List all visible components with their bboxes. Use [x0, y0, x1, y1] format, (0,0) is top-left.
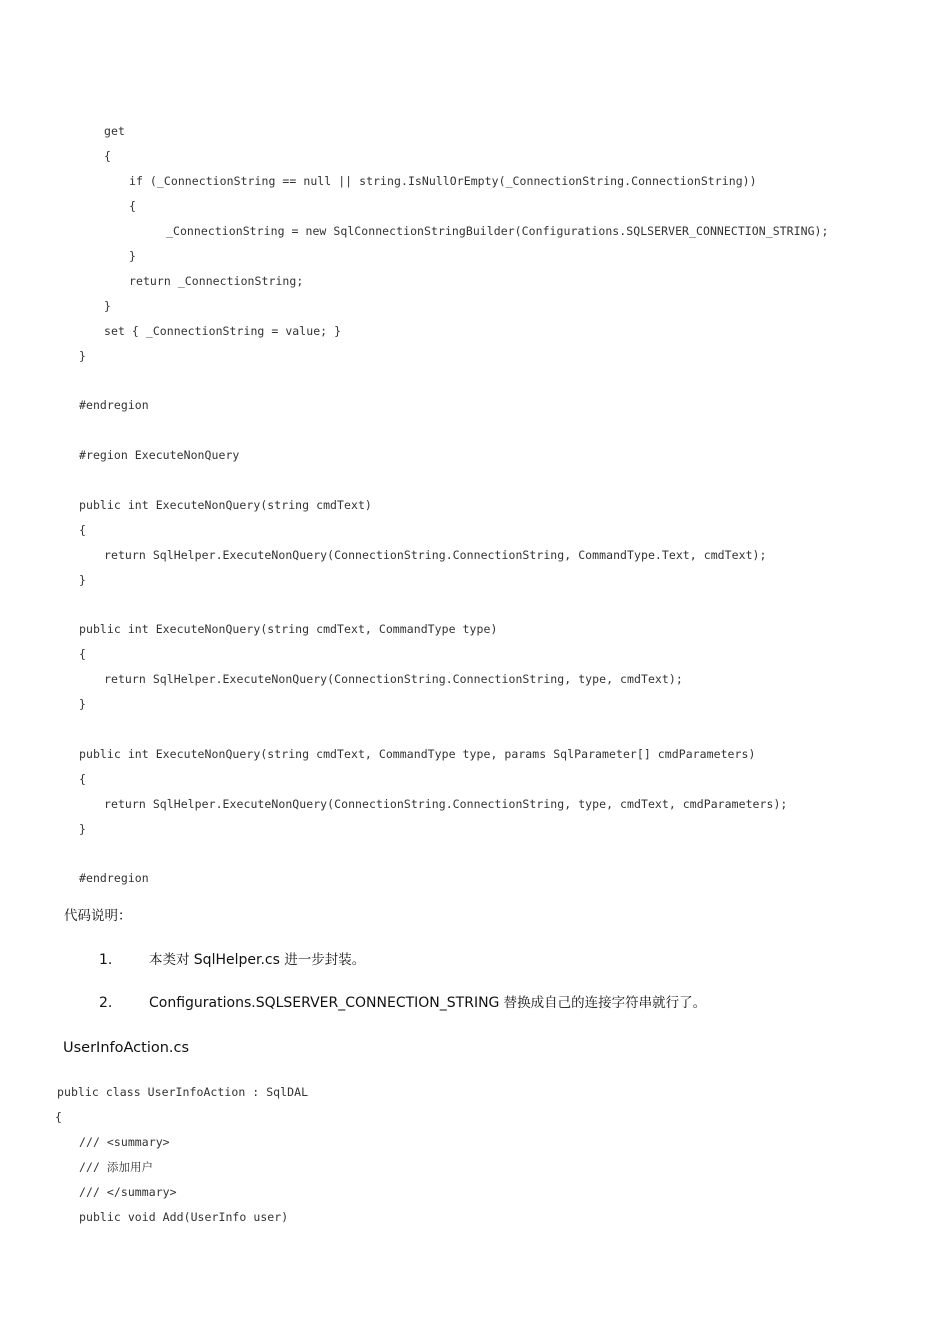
code-line: #endregion [79, 398, 149, 412]
file-heading: UserInfoAction.cs [63, 1040, 190, 1056]
code-line: } [129, 249, 136, 263]
list-item-number: 2. [99, 995, 113, 1011]
code-line: } [79, 573, 86, 587]
code-line: _ConnectionString = new SqlConnectionStringBuilder(Configurations.SQLSERVER_CONNECTION_STRING); [166, 224, 829, 238]
code-line: public int ExecuteNonQuery(string cmdText) [79, 498, 372, 512]
code-line: public void Add(UserInfo user) [79, 1210, 289, 1224]
list-item-prefix: 本类对 [149, 952, 194, 968]
code-line: if (_ConnectionString == null || string.IsNullOrEmpty(_ConnectionString.ConnectionString)) [129, 174, 757, 188]
code-line: return _ConnectionString; [129, 274, 304, 288]
list-item-text [149, 951, 365, 969]
code-line: { [129, 199, 136, 213]
code-line: { [79, 523, 86, 537]
code-line: return SqlHelper.ExecuteNonQuery(ConnectionString.ConnectionString, CommandType.Text, cmdText); [104, 548, 767, 562]
code-line: set { _ConnectionString = value; } [104, 324, 342, 338]
code-line: public int ExecuteNonQuery(string cmdText, CommandType type, params SqlParameter[] cmdParameters) [79, 747, 756, 761]
code-line: { [104, 149, 111, 163]
code-line: get [104, 124, 125, 138]
code-line: /// <summary> [79, 1135, 170, 1149]
code-line: public class UserInfoAction : SqlDAL [57, 1085, 309, 1099]
list-item-suffix: 进一步封装。 [279, 952, 366, 968]
code-line: { [79, 772, 86, 786]
code-line: { [79, 647, 86, 661]
explanation-heading: 代码说明： [64, 908, 132, 924]
code-line: } [79, 822, 86, 836]
code-line: { [55, 1110, 62, 1124]
code-line: } [79, 349, 86, 363]
code-line: /// 添加用户 [79, 1160, 154, 1174]
list-item-text [149, 994, 706, 1012]
list-item-suffix: 替换成自己的连接字符串就行了。 [499, 995, 707, 1011]
code-line: } [104, 299, 111, 313]
code-line: return SqlHelper.ExecuteNonQuery(ConnectionString.ConnectionString, type, cmdText, cmdParameters); [104, 797, 788, 811]
list-item-code: SqlHelper.cs [193, 952, 280, 968]
code-line: #region ExecuteNonQuery [79, 448, 240, 462]
list-item-code: Configurations.SQLSERVER_CONNECTION_STRING [149, 995, 500, 1011]
code-line: return SqlHelper.ExecuteNonQuery(ConnectionString.ConnectionString, type, cmdText); [104, 672, 683, 686]
code-line: /// </summary> [79, 1185, 177, 1199]
list-item-number: 1. [99, 952, 113, 968]
code-line: } [79, 697, 86, 711]
code-line: #endregion [79, 871, 149, 885]
code-line: public int ExecuteNonQuery(string cmdText, CommandType type) [79, 622, 498, 636]
